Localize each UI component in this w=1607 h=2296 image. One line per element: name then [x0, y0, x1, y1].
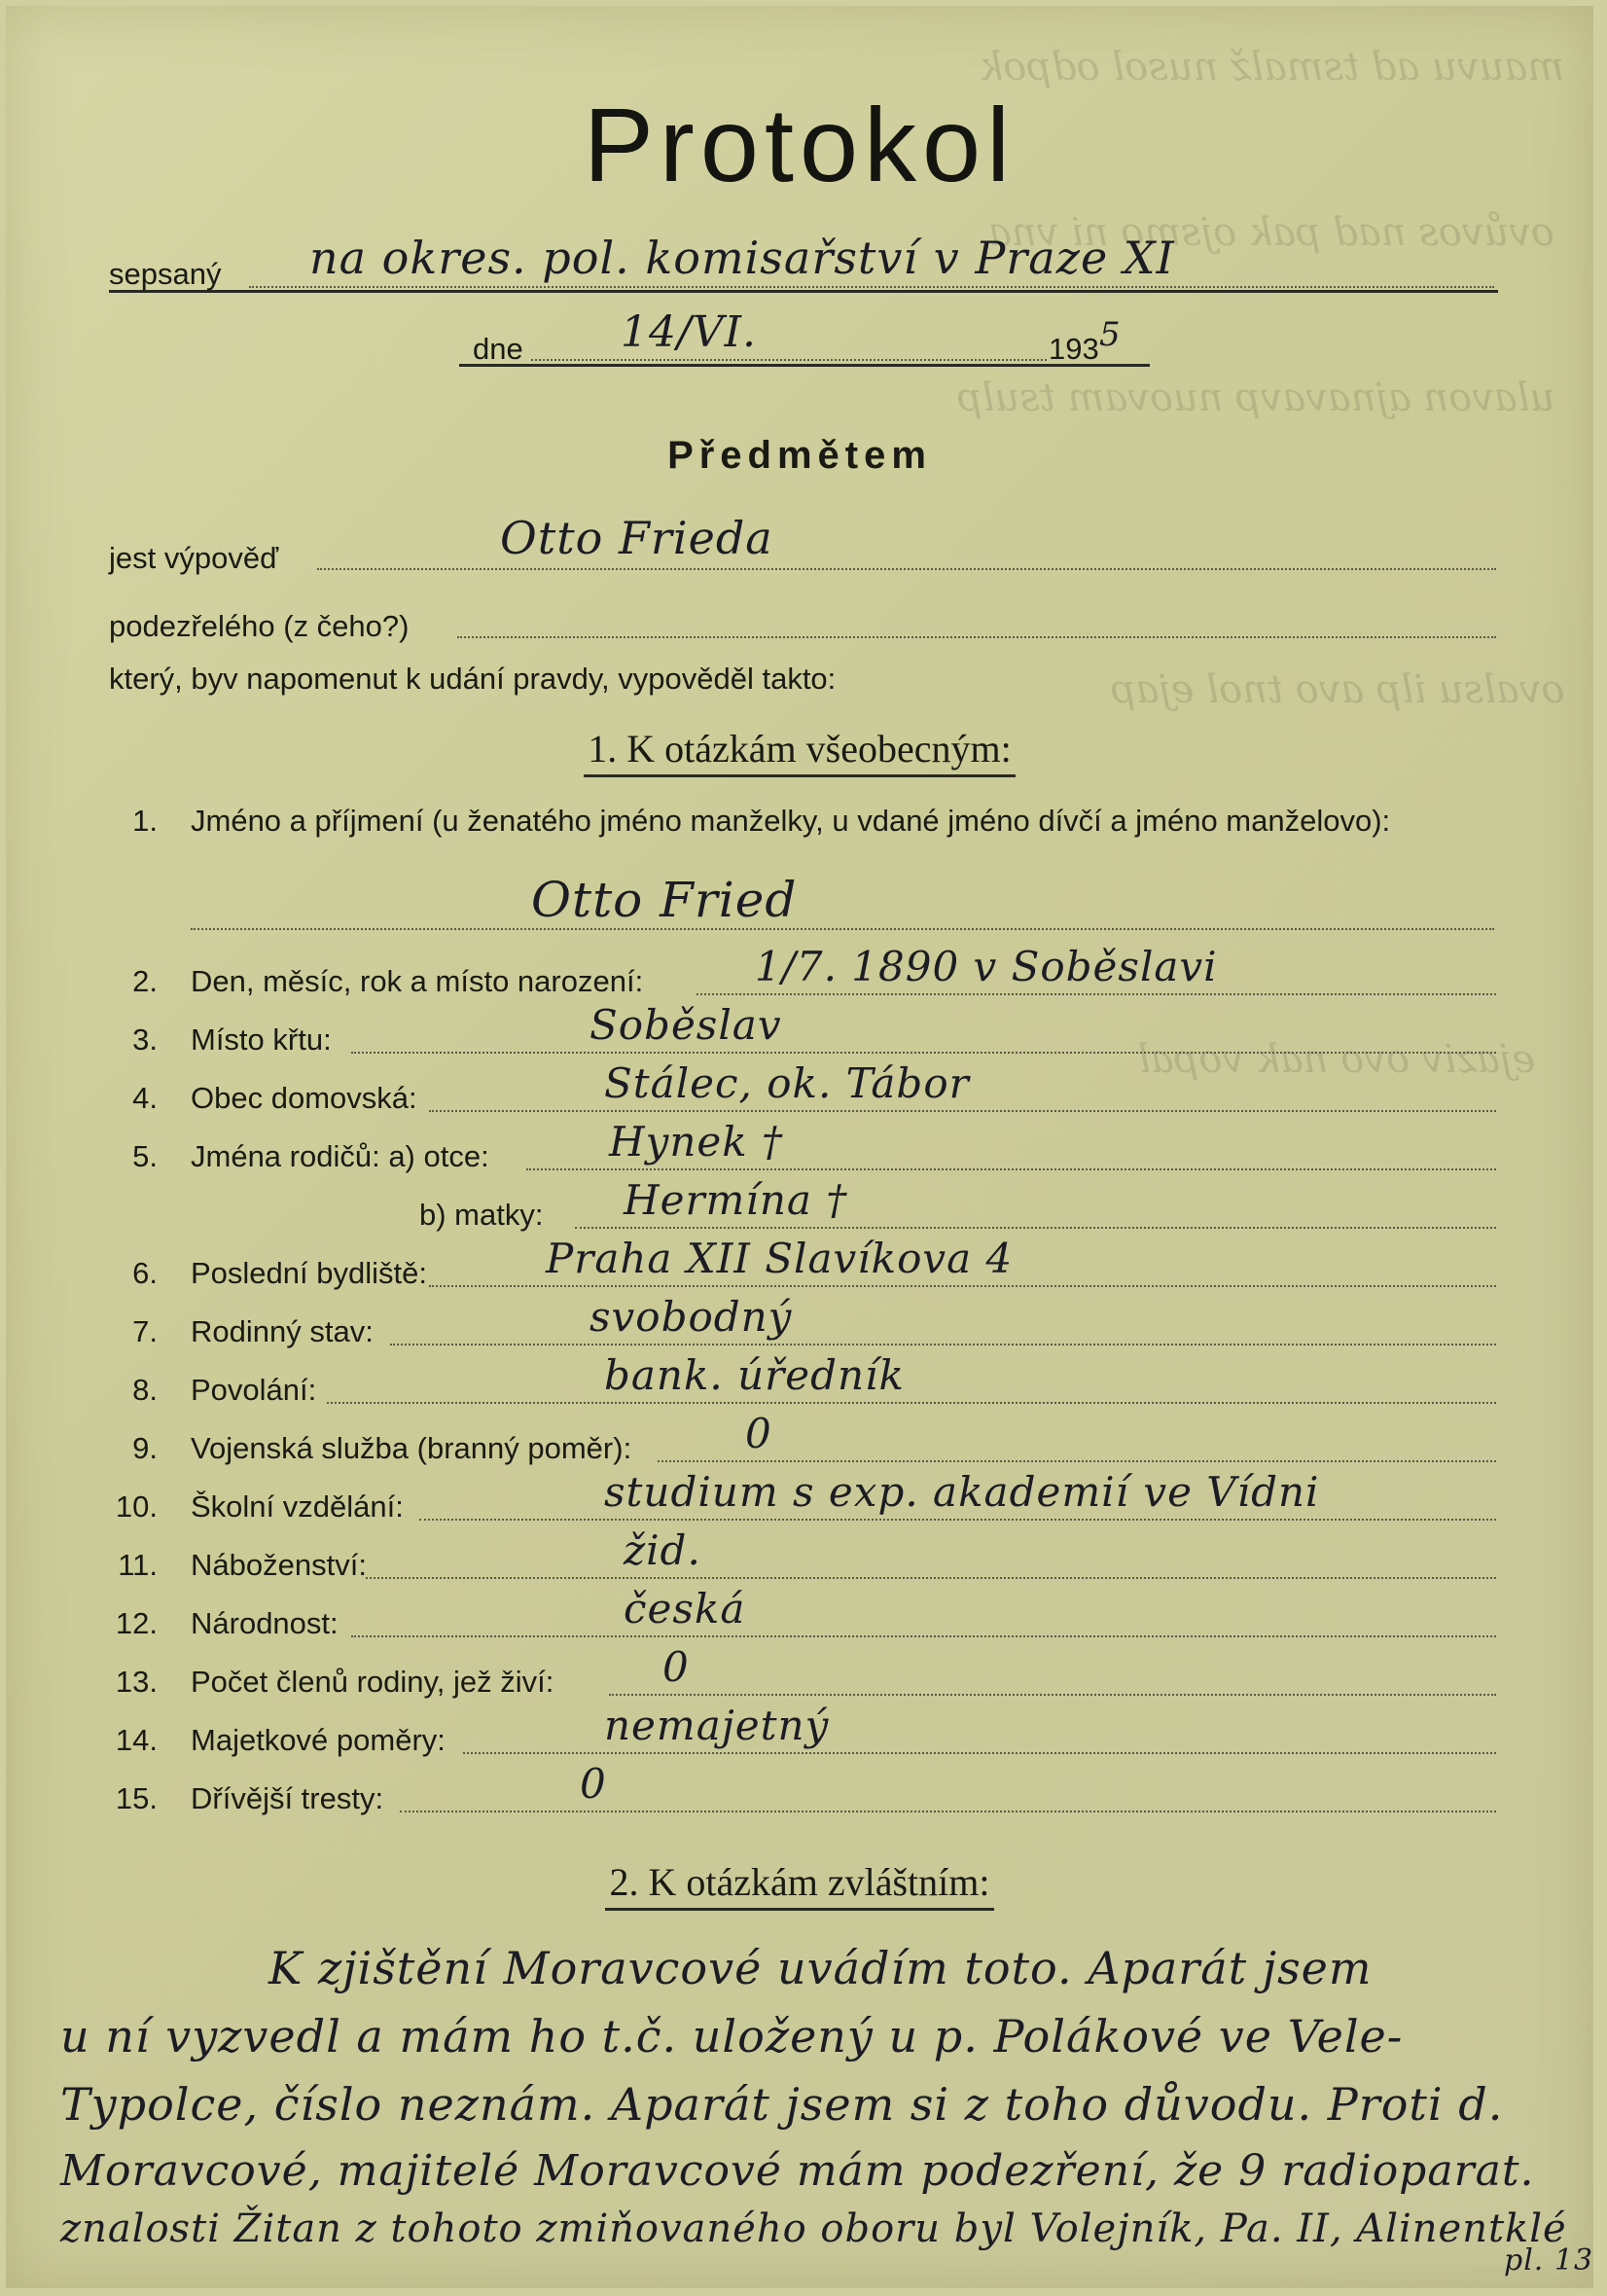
item-value: žid. [624, 1526, 701, 1574]
item-dotted-line [400, 1811, 1496, 1812]
section2-heading [6, 1859, 1593, 1905]
item-label: Náboženství: [191, 1548, 367, 1582]
statement-line: Typolce, číslo neznám. Aparát jsem si z toho důvodu. Proti d. [60, 2078, 1504, 2131]
item-number: 2. [132, 964, 158, 998]
item-label: Počet členů rodiny, jež živí: [191, 1665, 554, 1699]
item-dotted-line [526, 1168, 1496, 1170]
bleed-through-text: ejaziv ovo nak vopal [1137, 1037, 1535, 1082]
podezreleho-line [457, 636, 1496, 638]
page-note: pl. 13 [1504, 2243, 1593, 2278]
item-dotted-line [390, 1344, 1496, 1345]
item-label: Národnost: [191, 1606, 339, 1640]
section1-heading [6, 726, 1593, 771]
item-label: Poslední bydliště: [191, 1256, 427, 1290]
dne-rule [459, 364, 1150, 367]
item-dotted-line [327, 1402, 1496, 1404]
item-value: 1/7. 1890 v Soběslavi [755, 943, 1218, 990]
item-dotted-line [609, 1694, 1496, 1696]
item-dotted-line [191, 928, 1494, 930]
item-number: 12. [115, 1606, 158, 1640]
sepsany-line [249, 286, 1494, 288]
predmetem-heading: Předmětem [667, 434, 932, 477]
item-number: 14. [115, 1723, 158, 1757]
item-label: b) matky: [419, 1198, 544, 1232]
statement-line: Moravcové, majitelé Moravcové mám podezření, že 9 radioparat. [60, 2146, 1535, 2196]
item-dotted-line [658, 1460, 1496, 1462]
item-value: Hynek † [609, 1118, 784, 1166]
header-rule [109, 290, 1498, 293]
item-dotted-line [696, 993, 1496, 995]
dne-line [531, 359, 1047, 361]
item-dotted-line [463, 1752, 1496, 1754]
item-number: 6. [132, 1256, 158, 1290]
dne-label: dne [473, 332, 523, 366]
section2-heading-text: 2. K otázkám zvláštním: [605, 1860, 993, 1911]
item-value: svobodný [589, 1293, 793, 1341]
bleed-through-text: ovalsu ilp avo tnol ejap [1110, 667, 1564, 712]
item-dotted-line [575, 1227, 1496, 1229]
item-number: 13. [115, 1665, 158, 1699]
year-prefix: 193 [1049, 332, 1099, 366]
item-value: Soběslav [589, 1001, 782, 1049]
document-title: Protokol [583, 86, 1017, 203]
item-label: Dřívější tresty: [191, 1781, 384, 1815]
vypoved-label: jest výpověď [109, 541, 279, 575]
item-label: Místo křtu: [191, 1022, 332, 1057]
item-number: 1. [132, 804, 158, 838]
item-label: Vojenská služba (branný poměr): [191, 1431, 632, 1465]
document-sheet [6, 6, 1593, 2288]
item-value: 0 [745, 1410, 772, 1457]
item-label: Jména rodičů: a) otce: [191, 1139, 489, 1173]
statement-line: znalosti Žitan z tohoto zmiňovaného oboru byl Volejník, Pa. II, Alinentklé [60, 2206, 1567, 2251]
item-number: 15. [115, 1781, 158, 1815]
item-value: studium s exp. akademií ve Vídni [604, 1468, 1320, 1516]
item-value: Praha XII Slavíkova 4 [546, 1235, 1014, 1282]
item-value: česká [624, 1585, 746, 1632]
item-number: 3. [132, 1022, 158, 1057]
item-number: 10. [115, 1489, 158, 1524]
item-number: 9. [132, 1431, 158, 1465]
item-number: 4. [132, 1081, 158, 1115]
item-dotted-line [419, 1519, 1496, 1521]
item-number: 8. [132, 1373, 158, 1407]
item-label: Obec domovská: [191, 1081, 417, 1115]
item-value: 0 [662, 1643, 690, 1691]
bleed-through-text: ulavon ajnavavp nuovam tsulp [956, 376, 1554, 420]
dne-value: 14/VI. [621, 307, 757, 357]
item-dotted-line [351, 1052, 1496, 1054]
item-label: Povolání: [191, 1373, 317, 1407]
item-label: Jméno a příjmení (u ženatého jméno manželky, u vdané jméno dívčí a jméno manželovo): [191, 804, 1391, 838]
bleed-through-text: ovůvos nad pak ojsmo ni vna [988, 210, 1554, 255]
sepsany-value: na okres. pol. komisařství v Praze XI [309, 232, 1175, 284]
item-value: Stálec, ok. Tábor [604, 1059, 970, 1107]
item-value: nemajetný [604, 1702, 830, 1749]
item-number: 5. [132, 1139, 158, 1173]
item-value: Otto Fried [531, 872, 798, 928]
intro-text: který, byv napomenut k udání pravdy, vypověděl takto: [109, 662, 837, 696]
item-label: Den, měsíc, rok a místo narození: [191, 964, 644, 998]
item-value: 0 [580, 1760, 607, 1808]
section1-heading-text: 1. K otázkám všeobecným: [584, 727, 1015, 777]
item-dotted-line [366, 1577, 1496, 1579]
item-label: Majetkové poměry: [191, 1723, 446, 1757]
item-value: Hermína † [624, 1176, 848, 1224]
year-suffix: 5 [1099, 315, 1122, 354]
sepsany-label: sepsaný [109, 257, 222, 291]
item-dotted-line [429, 1110, 1496, 1112]
item-dotted-line [351, 1635, 1496, 1637]
item-label: Školní vzdělání: [191, 1489, 404, 1524]
podezreleho-label: podezřelého (z čeho?) [109, 609, 410, 643]
item-label: Rodinný stav: [191, 1314, 374, 1348]
vypoved-value: Otto Frieda [500, 512, 773, 564]
item-number: 11. [118, 1548, 158, 1582]
item-dotted-line [429, 1285, 1496, 1287]
bleed-through-text: mauvu ad tsmalž nusol odpok [980, 45, 1564, 90]
vypoved-line [317, 568, 1496, 570]
statement-line: u ní vyzvedl a mám ho t.č. uložený u p. Polákové ve Vele- [60, 2010, 1404, 2063]
statement-line: K zjištění Moravcové uvádím toto. Aparát jsem [268, 1942, 1373, 1994]
item-number: 7. [132, 1314, 158, 1348]
item-value: bank. úředník [604, 1351, 905, 1399]
